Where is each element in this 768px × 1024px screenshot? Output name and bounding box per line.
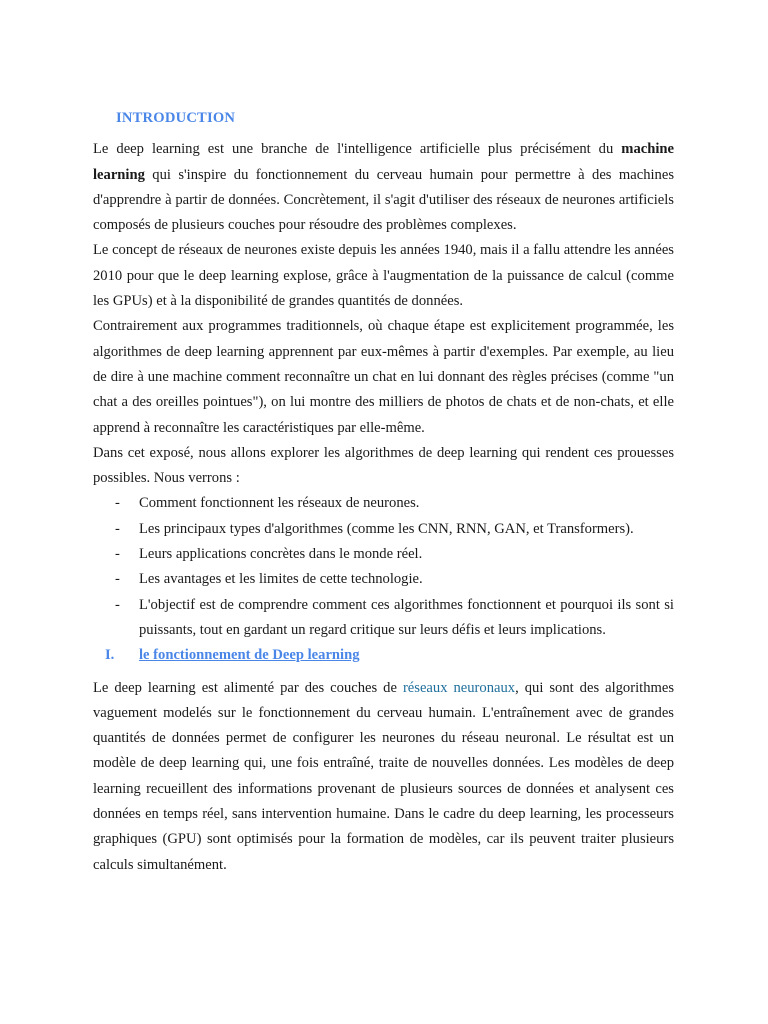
intro-paragraph-3: Contrairement aux programmes traditionnels, où chaque étape est explicitement programmée, les algorithmes de deep learning apprennent par eux-mêmes à partir d'exemples. Par exemple, au lieu de dire à une machine comment reconnaître un chat en lui donnant des règles précises (comme "un chat a des oreilles pointues"), on lui montre des milliers de photos de chats et de non-chats, et elle apprend à reconnaître les caractéristiques par elle-même.: [93, 318, 674, 436]
intro-paragraph-1: [93, 137, 674, 238]
document-page: [93, 106, 674, 878]
bullet-marker: -: [115, 495, 120, 512]
list-item-text: Comment fonctionnent les réseaux de neurones.: [139, 495, 420, 512]
section-1-heading: [93, 643, 674, 668]
section-1-text-rest: , qui sont des algorithmes vaguement modelés sur le fonctionnement du cerveau humain. L'entraînement avec de grandes quantités de données permet de configurer les neurones du réseau neuronal. Le résultat est un modèle de deep learning qui, une fois entraîné, traite de nouvelles données. Les modèles de deep learning recueillent des informations provenant de plusieurs sources de données et analysent ces données en temps réel, sans intervention humaine. Dans le cadre du deep learning, les processeurs graphiques (GPU) sont optimisés pour la formation de modèles, car ils peuvent traiter plusieurs calculs simultanément.: [93, 679, 675, 873]
bullet-marker: -: [115, 546, 120, 563]
list-item: [93, 491, 674, 516]
list-item-text: Les avantages et les limites de cette technologie.: [139, 571, 423, 588]
bullet-marker: -: [115, 596, 120, 613]
section-title-link[interactable]: le fonctionnement de Deep learning: [139, 647, 360, 664]
topics-list: [93, 491, 674, 643]
list-item: [93, 593, 674, 644]
list-item: [93, 517, 674, 542]
intro-p1-rest: qui s'inspire du fonctionnement du cerveau humain pour permettre à des machines d'apprendre à partir de données. Concrètement, il s'agit d'utiliser des réseaux de neurones artificiels composés de plusieurs couches pour résoudre des problèmes complexes.: [93, 166, 674, 234]
intro-paragraph-2: Le concept de réseaux de neurones existe depuis les années 1940, mais il a fallu attendre les années 2010 pour que le deep learning explose, grâce à l'augmentation de la puissance de calcul (comme les GPUs) et à la disponibilité de grandes quantités de données.: [93, 242, 674, 310]
bullet-marker: -: [115, 520, 120, 537]
intro-paragraph-4: Dans cet exposé, nous allons explorer les algorithmes de deep learning qui rendent ces prouesses possibles. Nous verrons :: [93, 444, 674, 487]
list-item-text: Leurs applications concrètes dans le monde réel.: [139, 546, 423, 563]
intro-p1-text: Le deep learning est une branche de l'intelligence artificielle plus précisément du: [93, 141, 622, 158]
section-1-paragraph: [93, 676, 674, 878]
list-item-text: Les principaux types d'algorithmes (comme les CNN, RNN, GAN, et Transformers).: [139, 520, 634, 537]
intro-p1-bold: machine learning: [93, 141, 674, 183]
list-item: [93, 567, 674, 592]
section-number: I.: [105, 647, 115, 664]
bullet-marker: -: [115, 571, 120, 588]
neural-networks-link[interactable]: réseaux neuronaux: [402, 679, 516, 696]
list-item: [93, 542, 674, 567]
introduction-heading: INTRODUCTION: [116, 110, 236, 126]
list-item-text: L'objectif est de comprendre comment ces algorithmes fonctionnent et pourquoi ils sont si puissants, tout en gardant un regard critique sur leurs défis et leurs implications.: [139, 596, 674, 638]
section-1-text: Le deep learning est alimenté par des couches de: [93, 679, 403, 696]
